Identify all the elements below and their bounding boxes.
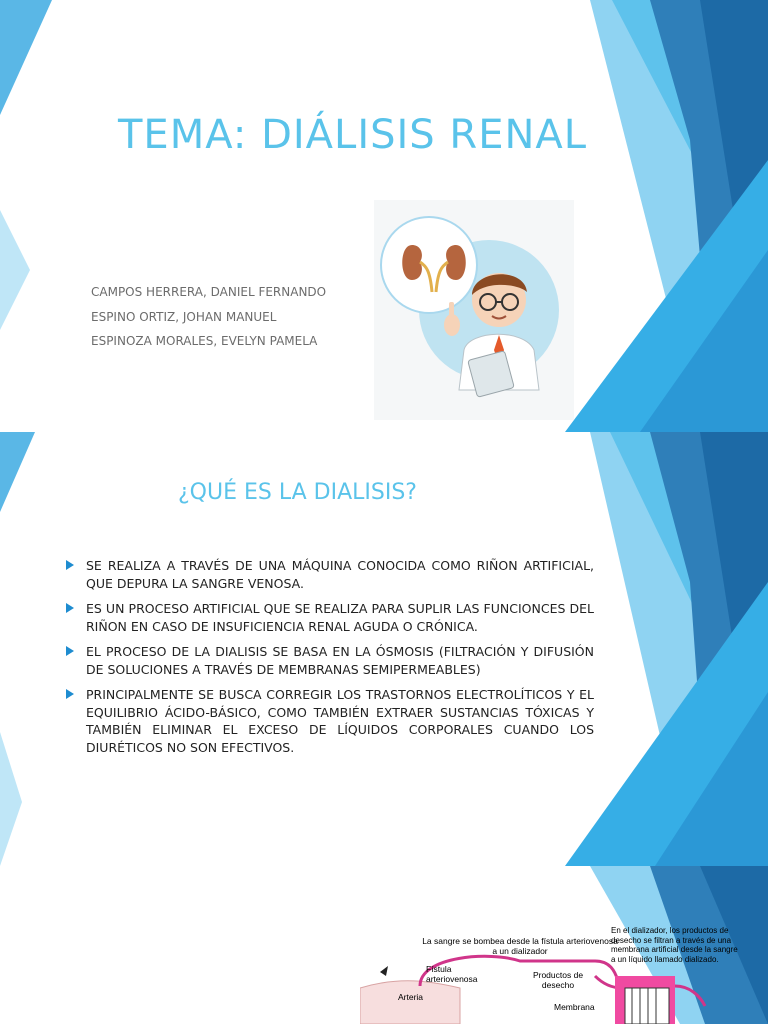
title-slide bbox=[0, 0, 768, 432]
slide-heading: ¿QUÉ ES LA DIALISIS? bbox=[178, 480, 417, 505]
author-list bbox=[91, 280, 326, 354]
bullet-item bbox=[66, 686, 594, 756]
bullet-text: PRINCIPALMENTE SE BUSCA CORREGIR LOS TRASTORNOS ELECTROLÍTICOS Y EL EQUILIBRIO ÁCIDO-BÁSICO, COMO TAMBIÉN EXTRAER SUSTANCIAS TÓXICAS Y TAMBIÉN ELIMINAR EL EXCESO DE LÍQUIDOS CORPORALES CUANDO LOS DIURÉTICOS NO SON EFECTIVOS. bbox=[86, 687, 594, 755]
presentation-title: TEMA: DIÁLISIS RENAL bbox=[118, 112, 588, 158]
triangle-bullet-icon bbox=[66, 603, 74, 613]
diagram-title: La sangre se bombea desde la fístula arteriovenosa a un dializador bbox=[422, 936, 618, 956]
label-arteria: Arteria bbox=[398, 992, 424, 1002]
diagram-note: En el dializador, los productos de desecho se filtran a través de una membrana artificial desde la sangre a un líquido llamado dializado. bbox=[611, 926, 738, 964]
dialysis-diagram bbox=[360, 926, 768, 1024]
triangle-bullet-icon bbox=[66, 560, 74, 570]
author-name: CAMPOS HERRERA, DANIEL FERNANDO bbox=[91, 285, 327, 299]
bullet-item bbox=[66, 643, 594, 678]
bullet-text: EL PROCESO DE LA DIALISIS SE BASA EN LA ÓSMOSIS (FILTRACIÓN Y DIFUSIÓN DE SOLUCIONES A TRAVÉS DE MEMBRANAS SEMIPERMEABLES) bbox=[86, 644, 594, 677]
bullet-text: SE REALIZA A TRAVÉS DE UNA MÁQUINA CONOCIDA COMO RIÑON ARTIFICIAL, QUE DEPURA LA SANGRE VENOSA. bbox=[86, 558, 594, 591]
label-membrana: Membrana bbox=[554, 1002, 595, 1012]
bullet-list bbox=[66, 557, 594, 764]
author-name: ESPINOZA MORALES, EVELYN PAMELA bbox=[91, 334, 318, 348]
triangle-bullet-icon bbox=[66, 646, 74, 656]
label-fistula: Fístula arteriovenosa bbox=[426, 964, 478, 984]
bullet-item bbox=[66, 600, 594, 635]
author-name: ESPINO ORTIZ, JOHAN MANUEL bbox=[91, 309, 277, 324]
label-productos: Productos de desecho bbox=[532, 970, 584, 990]
bullet-text: ES UN PROCESO ARTIFICIAL QUE SE REALIZA PARA SUPLIR LAS FUNCIONCES DEL RIÑON EN CASO DE INSUFICIENCIA RENAL AGUDA O CRÓNICA. bbox=[86, 601, 594, 634]
definition-slide bbox=[0, 432, 768, 866]
bullet-item bbox=[66, 557, 594, 592]
triangle-bullet-icon bbox=[66, 689, 74, 699]
doctor-kidney-illustration bbox=[374, 200, 574, 420]
dialysis-diagram-slide bbox=[0, 866, 768, 1024]
